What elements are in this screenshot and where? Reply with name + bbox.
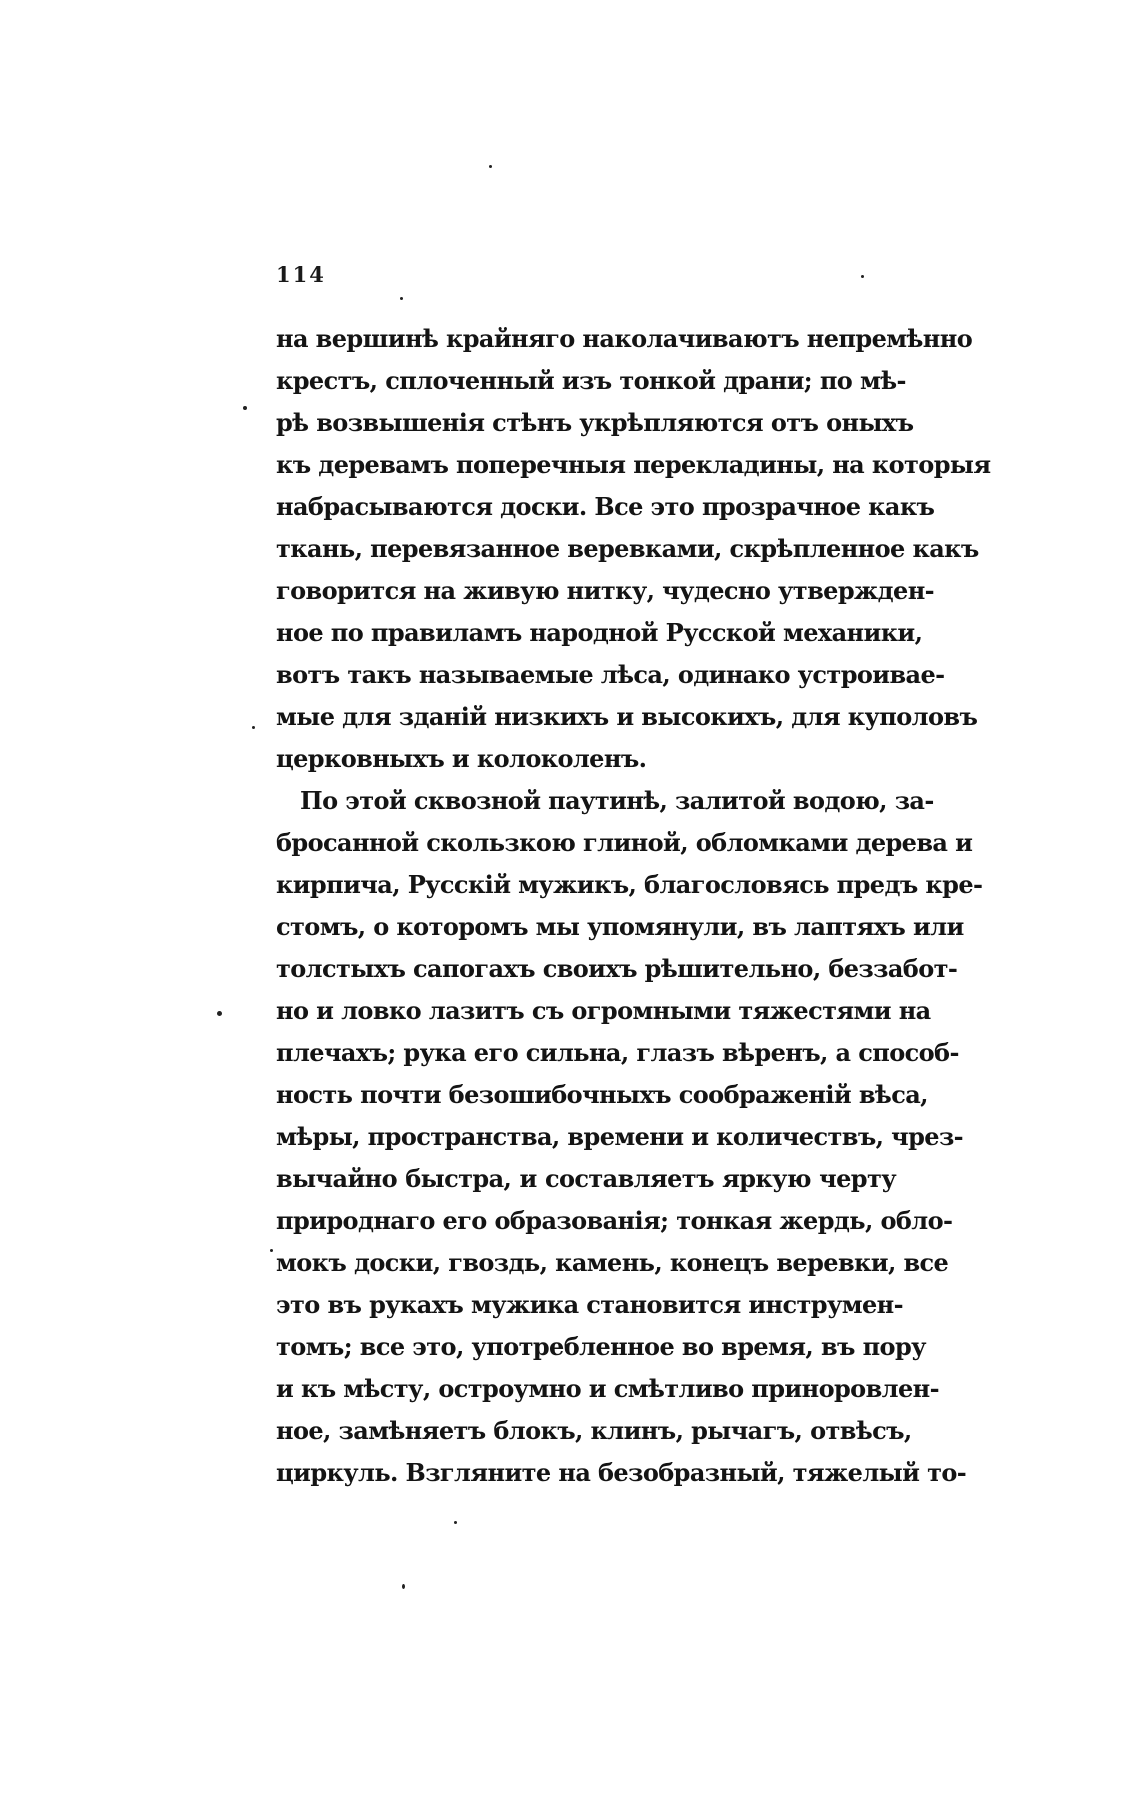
text-line: это въ рукахъ мужика становится инструмен-	[276, 1290, 903, 1319]
text-line: но и ловко лазитъ съ огромными тяжестями на	[276, 996, 931, 1025]
text-line: мые для зданій низкихъ и высокихъ, для куполовъ	[276, 702, 978, 731]
text-line: бросанной скользкою глиной, обломками дерева и	[276, 828, 973, 857]
text-line: говорится на живую нитку, чудесно утвержден-	[276, 576, 935, 605]
scan-speck	[454, 1521, 457, 1524]
scan-speck	[861, 275, 864, 278]
text-line: ность почти безошибочныхъ соображеній вѣса,	[276, 1080, 928, 1109]
text-line: и къ мѣсту, остроумно и смѣтливо приноровлен-	[276, 1374, 939, 1403]
scan-speck	[402, 1584, 405, 1589]
scan-speck	[252, 726, 255, 729]
text-line: набрасываются доски. Все это прозрачное какъ	[276, 492, 935, 521]
scan-speck	[217, 1011, 222, 1016]
text-line: мѣры, пространства, времени и количествъ, чрез-	[276, 1122, 964, 1151]
text-line: кирпича, Русскій мужикъ, благословясь предъ кре-	[276, 870, 983, 899]
paragraph-1	[276, 318, 991, 780]
text-line: ное, замѣняетъ блокъ, клинъ, рычагъ, отвѣсъ,	[276, 1416, 912, 1445]
text-line: вотъ такъ называемые лѣса, одинако устроивае-	[276, 660, 945, 689]
scan-speck	[270, 1249, 273, 1252]
text-line: рѣ возвышенія стѣнъ укрѣпляются отъ оныхъ	[276, 408, 914, 437]
text-line: ное по правиламъ народной Русской механики,	[276, 618, 923, 647]
text-line: плечахъ; рука его сильна, глазъ вѣренъ, а способ-	[276, 1038, 959, 1067]
scan-speck	[400, 297, 403, 300]
text-line: ткань, перевязанное веревками, скрѣпленное какъ	[276, 534, 979, 563]
text-line: циркуль. Взгляните на безобразный, тяжелый то-	[276, 1458, 967, 1487]
paragraph-2	[276, 780, 983, 1494]
text-line: По этой сквозной паутинѣ, залитой водою, за-	[300, 786, 934, 815]
scan-speck	[243, 406, 247, 410]
text-line: томъ; все это, употребленное во время, въ пору	[276, 1332, 926, 1361]
text-line: природнаго его образованія; тонкая жердь, обло-	[276, 1206, 953, 1235]
text-line: стомъ, о которомъ мы упомянули, въ лаптяхъ или	[276, 912, 964, 941]
text-line: крестъ, сплоченный изъ тонкой драни; по мѣ-	[276, 366, 906, 395]
page-number: 114	[276, 262, 326, 287]
text-line: на вершинѣ крайняго наколачиваютъ непремѣнно	[276, 324, 973, 353]
text-line: мокъ доски, гвоздь, камень, конецъ веревки, все	[276, 1248, 949, 1277]
text-line: къ деревамъ поперечныя перекладины, на которыя	[276, 450, 991, 479]
scan-speck	[489, 165, 492, 168]
text-line: церковныхъ и колоколенъ.	[276, 744, 647, 773]
text-line: вычайно быстра, и составляетъ яркую черту	[276, 1164, 896, 1193]
body-text	[276, 318, 991, 1494]
text-line: толстыхъ сапогахъ своихъ рѣшительно, беззабот-	[276, 954, 958, 983]
